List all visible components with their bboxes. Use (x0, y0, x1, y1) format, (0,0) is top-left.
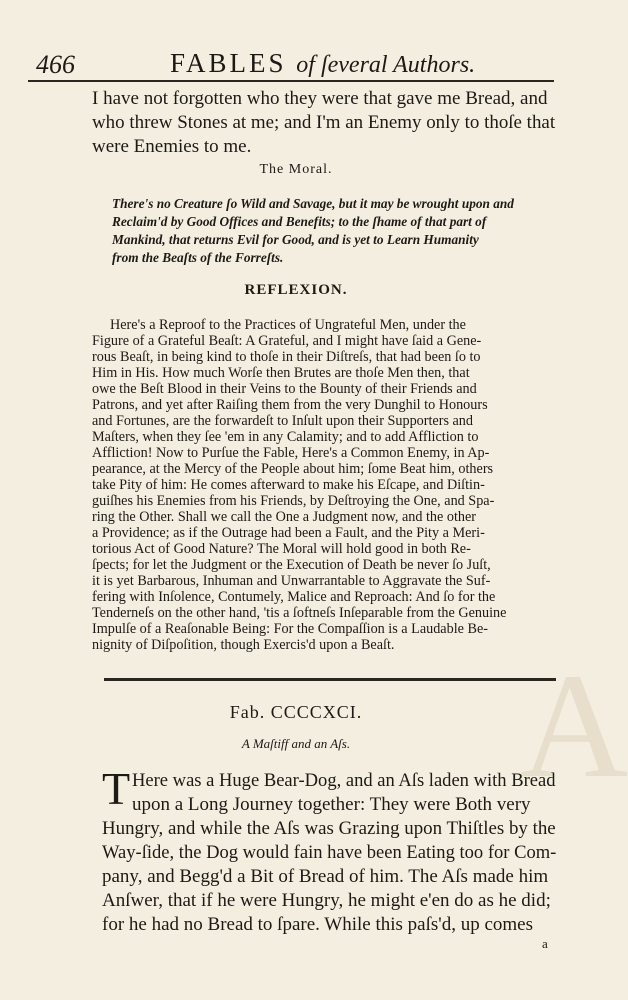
header-rule (28, 80, 554, 82)
text-line: take Pity of him: He comes afterward to make his Eſcape, and Diſtin- (92, 477, 485, 493)
drop-cap: T (102, 763, 131, 814)
text-line: guiſhes his Enemies from his Friends, by Deſtroying the One, and Spa- (92, 493, 495, 509)
text-line: it is yet Barbarous, Inhuman and Unwarrantable to Aggravate the Suf- (92, 573, 491, 589)
text-line: Anſwer, that if he were Hungry, he might e'en do as he did; (102, 890, 551, 911)
text-line: Mankind, that returns Evil for Good, and is yet to Learn Humanity (112, 232, 479, 247)
fable-subtitle: A Maſtiff and an Aſs. (241, 736, 351, 751)
text-line: nignity of Diſpoſition, though Exercis'd upon a Beaſt. (92, 637, 395, 653)
text-line: Him in His. How much Worſe then Brutes are thoſe Men then, that (92, 365, 470, 381)
text-line: owe the Beſt Blood in their Veins to the Bounty of their Friends and (92, 381, 477, 397)
text-line: Maſters, when they ſee 'em in any Calamity; and to add Affliction to (92, 429, 479, 445)
text-line: There's no Creature ſo Wild and Savage, but it may be wrought upon and (112, 196, 514, 211)
show-through-letter: A (520, 643, 628, 809)
text-line: a Providence; as if the Outrage had been a Fault, and the Pity a Meri- (92, 525, 485, 541)
page-header (32, 44, 554, 84)
text-line: Way-ſide, the Dog would fain have been Eating too for Com- (102, 842, 557, 863)
text-line: pearance, at the Mercy of the People about him; ſome Beat him, others (92, 461, 494, 477)
text-line: ſpects; for let the Judgment or the Execution of Death be never ſo Juſt, (92, 557, 491, 573)
text-line: who threw Stones at me; and I'm an Enemy only to thoſe that (92, 112, 556, 133)
page-number: 466 (36, 50, 75, 79)
text-line: from the Beaſts of the Forreſts. (112, 250, 284, 265)
text-line: fering with Inſolence, Contumely, Malice and Reproach: And ſo for the (92, 589, 496, 605)
text-line: upon a Long Journey together: They were Both very (132, 794, 531, 815)
text-line: I have not forgotten who they were that gave me Bread, and (92, 88, 548, 109)
text-line: were Enemies to me. (92, 136, 252, 157)
running-head-italic: of ſeveral Authors. (296, 52, 476, 78)
text-line: for he had no Bread to ſpare. While this paſs'd, up comes (102, 914, 533, 935)
text-line: rous Beaſt, in being kind to thoſe in their Diſtreſs, that had been ſo to (92, 349, 481, 365)
moral-heading: The Moral. (259, 162, 333, 177)
text-line: Impulſe of a Reaſonable Being: For the Compaſſion is a Laudable Be- (92, 621, 488, 637)
fable-heading: Fab. CCCCXCI. (229, 702, 363, 722)
text-line: Tenderneſs on the other hand, 'tis a ſoftneſs Inſeparable from the Genuine (92, 605, 507, 621)
catchword: a (542, 936, 548, 951)
text-line: torious Act of Good Nature? The Moral will hold good in both Re- (92, 541, 471, 557)
text-line: Patrons, and yet after Raiſing them from the very Dunghil to Honours (92, 397, 488, 413)
text-line: Figure of a Grateful Beaſt: A Grateful, and I might have ſaid a Gene- (92, 333, 482, 349)
text-line: and Fortunes, are the forwardeſt to Inſult upon their Supporters and (92, 413, 473, 429)
running-head-caps: FABLES (170, 48, 297, 78)
text-line: Here's a Reproof to the Practices of Ungrateful Men, under the (110, 317, 466, 333)
running-head (170, 48, 475, 79)
text-line: Reclaim'd by Good Offices and Benefits; to the ſhame of that part of (112, 214, 487, 229)
text-line: pany, and Begg'd a Bit of Bread of him. The Aſs made him (102, 866, 549, 887)
text-line: ring the Other. Shall we call the One a Judgment now, and the other (92, 509, 477, 525)
reflexion-heading: REFLEXION. (244, 282, 348, 298)
text-line: Hungry, and while the Aſs was Grazing upon Thiſtles by the (102, 818, 556, 839)
text-line: Affliction! Now to Purſue the Fable, Here's a Common Enemy, in Ap- (92, 445, 490, 461)
text-line: Here was a Huge Bear-Dog, and an Aſs laden with Bread (132, 770, 556, 791)
section-divider (104, 678, 556, 681)
